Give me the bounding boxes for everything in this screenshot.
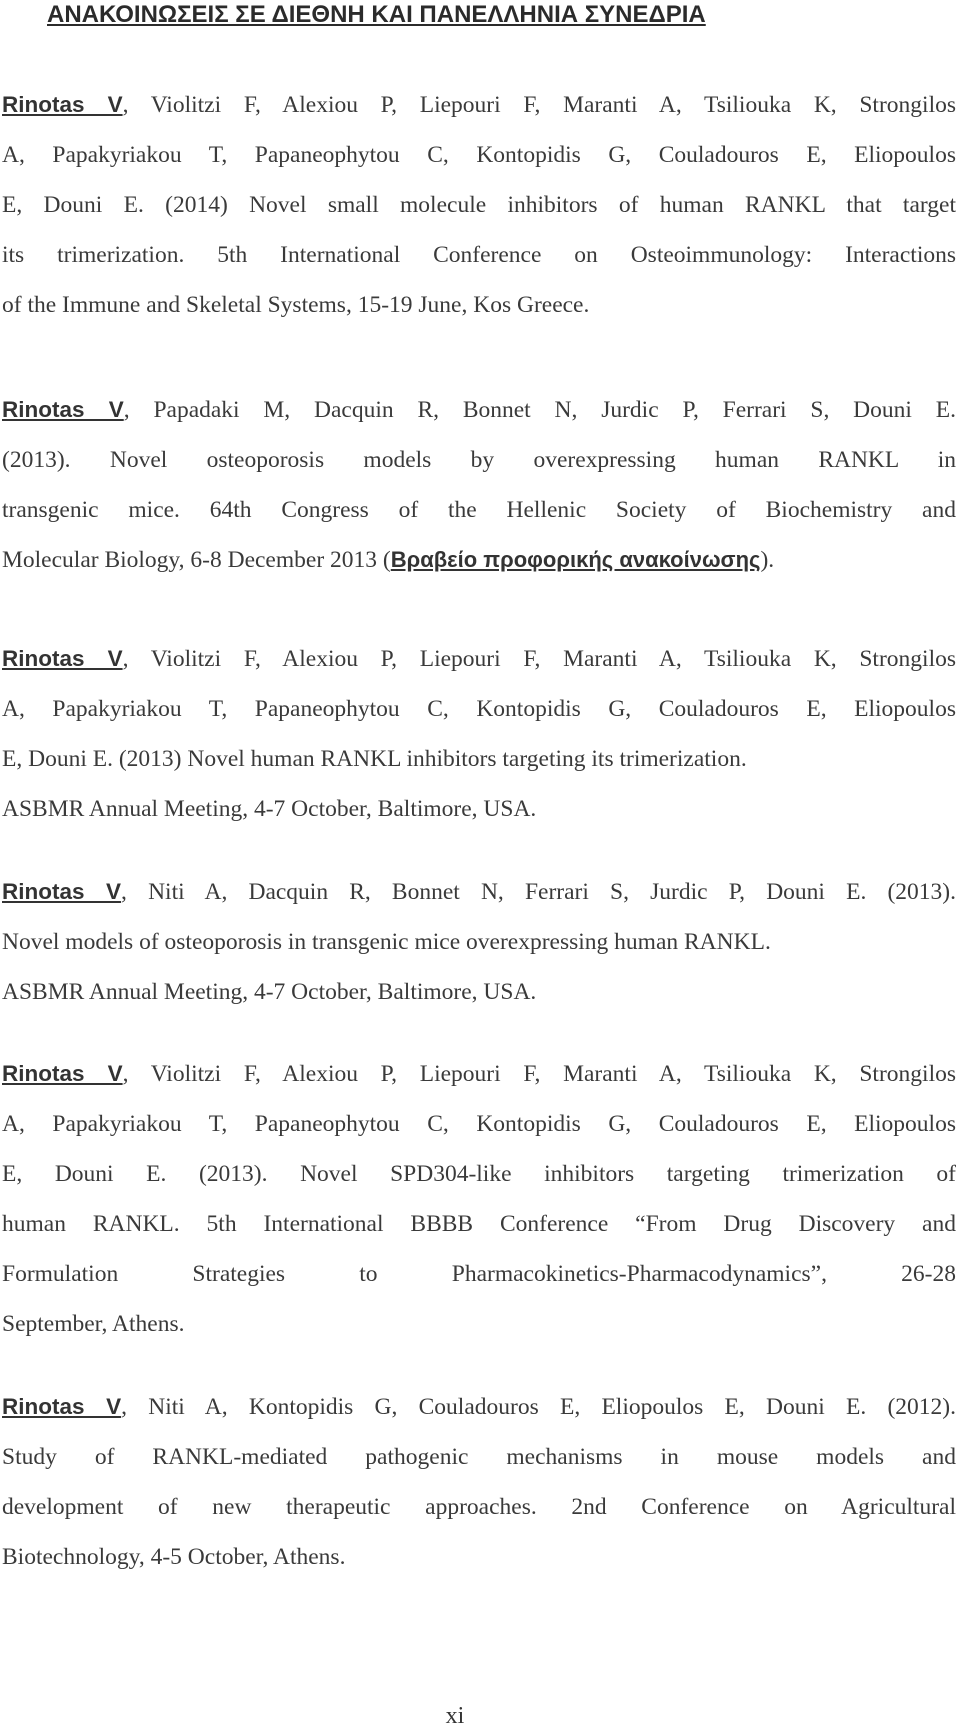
publication-entry: [2, 385, 956, 585]
publication-line: A, Papakyriakou T, Papaneophytou C, Kontopidis G, Couladouros E, Eliopoulos: [2, 1111, 956, 1137]
publication-line: (2013). Novel osteoporosis models by overexpressing human RANKL in: [2, 447, 956, 473]
publication-line: human RANKL. 5th International BBBB Conference “From Drug Discovery and: [2, 1211, 956, 1237]
publication-line: A, Papakyriakou T, Papaneophytou C, Kontopidis G, Couladouros E, Eliopoulos: [2, 142, 956, 168]
lead-author: Rinotas V: [2, 646, 123, 671]
publication-line: September, Athens.: [2, 1311, 185, 1337]
publication-line: Rinotas V, Violitzi F, Alexiou P, Liepouri F, Maranti A, Tsiliouka K, Strongilos: [2, 646, 956, 672]
publication-line: E, Douni E. (2014) Novel small molecule inhibitors of human RANKL that target: [2, 192, 956, 218]
lead-author: Rinotas V: [2, 1061, 123, 1086]
publication-line: development of new therapeutic approaches. 2nd Conference on Agricultural: [2, 1494, 956, 1520]
page-number: xi: [445, 1703, 465, 1729]
publication-line: Formulation Strategies to Pharmacokinetics-Pharmacodynamics”, 26-28: [2, 1261, 956, 1287]
publication-line: ASBMR Annual Meeting, 4-7 October, Baltimore, USA.: [2, 979, 537, 1005]
award-note: Βραβείο προφορικής ανακοίνωσης: [390, 547, 761, 572]
publication-line: Molecular Biology, 6-8 December 2013 (Βραβείο προφορικής ανακοίνωσης).: [2, 547, 775, 573]
publication-line: Rinotas V, Niti A, Kontopidis G, Couladouros E, Eliopoulos E, Douni E. (2012).: [2, 1394, 956, 1420]
publication-line: E, Douni E. (2013) Novel human RANKL inhibitors targeting its trimerization.: [2, 746, 747, 772]
publication-entry: [2, 80, 956, 330]
publication-line: of the Immune and Skeletal Systems, 15-19 June, Kos Greece.: [2, 292, 590, 318]
publication-line: Novel models of osteoporosis in transgenic mice overexpressing human RANKL.: [2, 929, 771, 955]
publication-line: Rinotas V, Violitzi F, Alexiou P, Liepouri F, Maranti A, Tsiliouka K, Strongilos: [2, 1061, 956, 1087]
publication-line: its trimerization. 5th International Conference on Osteoimmunology: Interactions: [2, 242, 956, 268]
publication-entry: [2, 1382, 956, 1582]
publication-entry: [2, 634, 956, 834]
publication-line: Study of RANKL-mediated pathogenic mechanisms in mouse models and: [2, 1444, 956, 1470]
lead-author: Rinotas V: [2, 879, 122, 904]
publication-line: Biotechnology, 4-5 October, Athens.: [2, 1544, 346, 1570]
publication-line: ASBMR Annual Meeting, 4-7 October, Baltimore, USA.: [2, 796, 537, 822]
lead-author: Rinotas V: [2, 1394, 122, 1419]
publication-line: Rinotas V, Niti A, Dacquin R, Bonnet N, Ferrari S, Jurdic P, Douni E. (2013).: [2, 879, 956, 905]
publication-line: transgenic mice. 64th Congress of the Hellenic Society of Biochemistry and: [2, 497, 956, 523]
page-heading: ΑΝΑΚΟΙΝΩΣΕΙΣ ΣΕ ΔΙΕΘΝΗ ΚΑΙ ΠΑΝΕΛΛΗΝΙΑ ΣΥΝΕΔΡΙΑ: [47, 1, 706, 28]
lead-author: Rinotas V: [2, 92, 123, 117]
publication-line: E, Douni E. (2013). Novel SPD304-like inhibitors targeting trimerization of: [2, 1161, 956, 1187]
publication-line: A, Papakyriakou T, Papaneophytou C, Kontopidis G, Couladouros E, Eliopoulos: [2, 696, 956, 722]
publication-line: Rinotas V, Violitzi F, Alexiou P, Liepouri F, Maranti A, Tsiliouka K, Strongilos: [2, 92, 956, 118]
publication-entry: [2, 1049, 956, 1349]
publication-line: Rinotas V, Papadaki M, Dacquin R, Bonnet N, Jurdic P, Ferrari S, Douni E.: [2, 397, 956, 423]
lead-author: Rinotas V: [2, 397, 124, 422]
publication-entry: [2, 867, 956, 1017]
